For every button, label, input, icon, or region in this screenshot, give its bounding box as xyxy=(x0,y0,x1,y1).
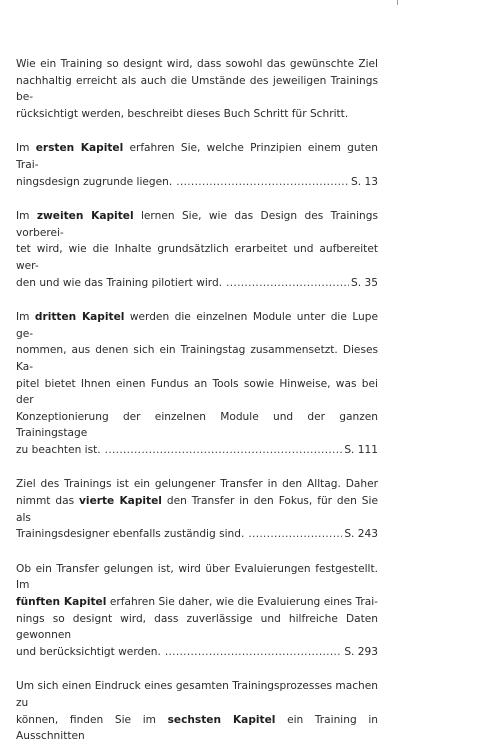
chapter-highlight: fünften Kapitel xyxy=(16,596,107,609)
page-reference: S. 243 xyxy=(344,528,378,541)
chapter-2-paragraph xyxy=(16,208,378,291)
chapter-highlight: sechsten Kapitel xyxy=(167,713,276,726)
chapter-highlight: vierte Kapitel xyxy=(79,495,162,508)
chapter-1-paragraph xyxy=(16,140,378,190)
page-edge-tick xyxy=(397,0,398,5)
chapter-line: Im dritten Kapitel werden die einzelnen Module unter die Lupe ge- xyxy=(16,311,378,340)
chapter-line: Ob ein Transfer gelungen ist, wird über Evaluierungen festgestellt. Im xyxy=(16,562,378,592)
chapter-line: Im ersten Kapitel erfahren Sie, welche Prinzipien einem guten Trai- xyxy=(16,142,378,171)
dot-leader xyxy=(176,174,349,191)
chapter-line: pitel bietet Ihnen einen Fundus an Tools sowie Hinweise, was bei der xyxy=(16,377,378,407)
chapter-line: können, finden Sie im sechsten Kapitel ein Training in Ausschnitten xyxy=(16,713,378,743)
chapter-line: nommen, aus denen sich ein Trainingstag zusammensetzt. Dieses Ka- xyxy=(16,344,378,373)
dot-leader xyxy=(226,275,349,292)
chapter-line: tet wird, wie die Inhalte grundsätzlich erarbeitet und aufbereitet wer- xyxy=(16,243,378,272)
chapter-line: nings so designt wird, dass zuverlässige und hilfreiche Daten gewonnen xyxy=(16,612,378,642)
intro-line: nachhaltig erreicht als auch die Umstände des jeweiligen Trainings be- xyxy=(16,74,378,104)
intro-paragraph xyxy=(16,56,378,122)
chapter-last-line: und berücksichtigt werden. ..... S. 293 xyxy=(16,644,378,661)
dot-leader xyxy=(105,442,343,459)
chapter-highlight: zweiten Kapitel xyxy=(36,210,134,223)
page-reference: S. 13 xyxy=(351,175,378,188)
chapter-4-paragraph xyxy=(16,476,378,542)
chapter-line: Ziel des Trainings ist ein gelungener Transfer in den Alltag. Daher xyxy=(16,478,378,491)
chapter-highlight: dritten Kapitel xyxy=(34,311,125,324)
chapter-line: Um sich einen Eindruck eines gesamten Trainingsprozesses machen zu xyxy=(16,680,378,709)
chapter-last-line: ningsdesign zugrunde liegen. ..... S. 13 xyxy=(16,174,378,191)
intro-line: Wie ein Training so designt wird, dass sowohl das gewünschte Ziel xyxy=(16,58,378,70)
chapter-line: Konzeptionierung der einzelnen Module und der ganzen Trainingstage xyxy=(16,410,378,440)
page-reference: S. 111 xyxy=(344,443,378,456)
page-reference: S. 293 xyxy=(344,645,378,658)
chapter-highlight: ersten Kapitel xyxy=(35,142,124,155)
chapter-3-paragraph xyxy=(16,309,378,458)
chapter-last-line: zu beachten ist. ..... S. 111 xyxy=(16,442,378,459)
dot-leader xyxy=(165,644,343,661)
book-page-text xyxy=(16,56,378,745)
intro-line: rücksichtigt werden, beschreibt dieses Buch Schritt für Schritt. xyxy=(16,107,349,120)
chapter-last-line: Trainingsdesigner ebenfalls zuständig sind. ..... S. 243 xyxy=(16,526,378,543)
chapter-line: Im zweiten Kapitel lernen Sie, wie das Design des Trainings vorberei- xyxy=(16,210,378,239)
chapter-last-line: den und wie das Training pilotiert wird. ..... S. 35 xyxy=(16,275,378,292)
page-reference: S. 35 xyxy=(351,276,378,289)
chapter-line: fünften Kapitel erfahren Sie daher, wie die Evaluierung eines Trai- xyxy=(16,596,378,609)
chapter-6-paragraph xyxy=(16,678,378,744)
chapter-5-paragraph xyxy=(16,561,378,661)
chapter-line: nimmt das vierte Kapitel den Transfer in den Fokus, für den Sie als xyxy=(16,495,378,524)
dot-leader xyxy=(248,526,342,543)
